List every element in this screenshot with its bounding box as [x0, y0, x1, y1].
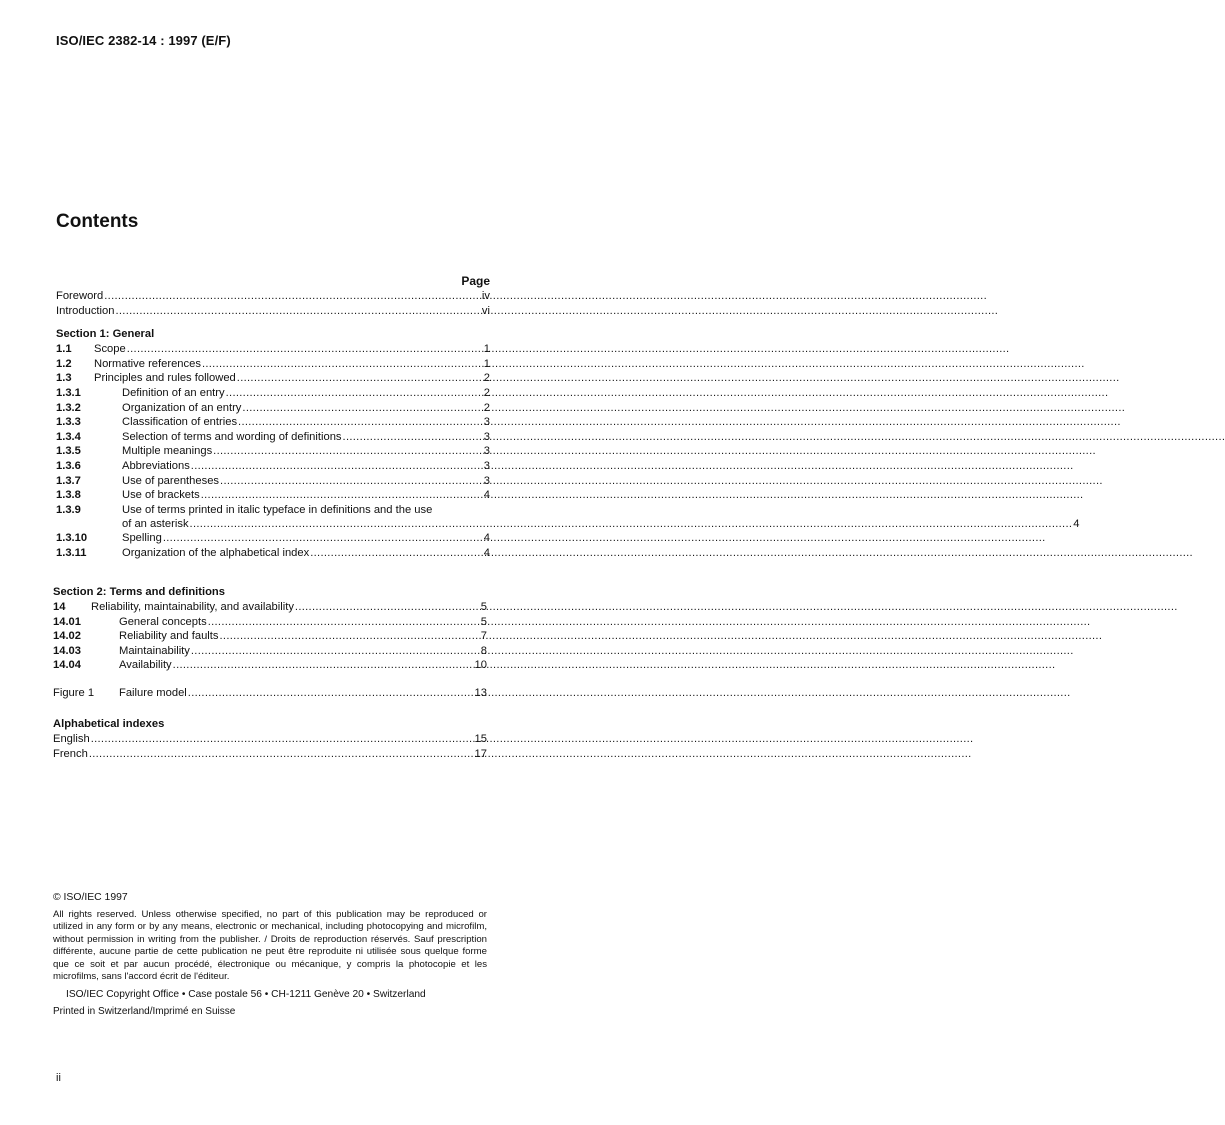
rights-notice: All rights reserved. Unless otherwise specified, no part of this publication may be reproduced or utilized in any form or by any means, electronic or mechanical, including photocopying and microfilm, without permission in writing from the publisher. / Droits de reproduction réservés. Sauf prescription différente, aucune partie de cette publication ne peut être reproduite ni utilisée sous quelque forme que ce soit et par aucun procédé, électronique ou mécanique, y compris la photocopie et les microfilms, sans l'accord écrit de l'éditeur.	[53, 909, 487, 983]
toc-entry-page: 3	[483, 474, 490, 487]
leader-dots	[89, 747, 474, 762]
toc-entry-number: 1.2	[56, 357, 72, 370]
toc-entry[interactable]	[56, 474, 490, 489]
toc-entry-page: 1	[483, 357, 490, 370]
toc-entry-page: 2	[483, 401, 490, 414]
toc-entry-title: Definition of an entry	[122, 386, 225, 399]
toc-entry-title: Failure model	[119, 687, 187, 699]
toc-entry-number: 14.02	[53, 630, 81, 643]
toc-entry-title: Use of parentheses	[122, 474, 220, 487]
toc-entry-title: Maintainability	[119, 644, 190, 657]
toc-entry[interactable]	[53, 658, 487, 673]
toc-entry-title: Abbreviations	[122, 459, 190, 472]
toc-entry-page: 10	[474, 659, 487, 672]
page-column-label: Page	[461, 274, 490, 288]
copyright-block	[53, 892, 487, 1017]
leader-dots	[242, 401, 482, 416]
toc-entry-number: 1.3.2	[56, 401, 81, 414]
toc-entry-page: 5	[480, 615, 487, 628]
toc-entry[interactable]	[56, 488, 490, 503]
toc-entry-title: Scope	[94, 343, 126, 356]
toc-entry-title-line1: Use of terms printed in italic typeface in definitions and the use	[122, 503, 433, 516]
copyright-line: © ISO/IEC 1997	[53, 892, 128, 903]
leader-dots	[104, 289, 481, 304]
toc-entry-page: 1	[483, 343, 490, 356]
page-number: ii	[56, 1072, 61, 1084]
toc-entry[interactable]	[53, 644, 487, 659]
toc-entry-title: Organization of an entry	[122, 401, 242, 414]
toc-entry-title: Use of brackets	[122, 489, 200, 502]
toc-entry-title: Foreword	[56, 290, 104, 302]
toc-entry[interactable]	[56, 459, 490, 474]
section2	[53, 585, 487, 673]
toc-entry-number: 14.01	[53, 615, 81, 628]
table-of-contents	[56, 274, 1080, 560]
toc-entry-number: 1.3	[56, 372, 72, 385]
toc-entry-title: Reliability, maintainability, and availability	[91, 601, 294, 613]
toc-entry-page: iv	[481, 290, 490, 302]
toc-entry[interactable]	[56, 546, 490, 561]
toc-entry-number: 1.3.3	[56, 416, 81, 429]
toc-entry-title-line2: of an asterisk	[122, 517, 189, 530]
toc-entry-title: Availability	[119, 659, 172, 672]
toc-entry-page: 3	[483, 416, 490, 429]
toc-entry[interactable]	[56, 357, 490, 372]
toc-entry[interactable]	[53, 615, 487, 630]
leader-dots	[191, 459, 483, 474]
toc-entry-page: 4	[1073, 517, 1080, 530]
toc-entry-page: 3	[483, 430, 490, 443]
toc-entry-page: 3	[483, 445, 490, 458]
leader-dots	[173, 658, 474, 673]
toc-entry-title: Classification of entries	[122, 416, 238, 429]
toc-entry-page: 3	[483, 459, 490, 472]
leader-dots	[91, 732, 474, 747]
toc-entry[interactable]	[56, 503, 1080, 531]
toc-entry-page: 7	[480, 630, 487, 643]
section-heading: Section 1: General	[56, 328, 155, 341]
printed-in: Printed in Switzerland/Imprimé en Suisse	[53, 1006, 236, 1018]
toc-entry-number: 1.3.8	[56, 489, 81, 502]
toc-entry-page: 4	[483, 489, 490, 502]
toc-entry-page: 2	[483, 372, 490, 385]
leader-dots	[127, 342, 483, 357]
section-heading: Section 2: Terms and definitions	[53, 586, 225, 598]
figure-list	[53, 686, 487, 701]
toc-entry-page: 2	[483, 386, 490, 399]
toc-entry-number: 1.3.4	[56, 430, 81, 443]
leader-dots	[343, 430, 483, 445]
leader-dots	[190, 517, 1073, 531]
leader-dots	[295, 600, 480, 615]
leader-dots	[115, 304, 480, 319]
toc-entry-figure[interactable]	[53, 686, 487, 701]
toc-entry-number: 1.3.5	[56, 445, 81, 458]
leader-dots	[238, 415, 483, 430]
leader-dots	[237, 371, 483, 386]
toc-entry-number: 1.3.6	[56, 459, 81, 472]
page-title: Contents	[56, 211, 139, 232]
toc-entry-page: 8	[480, 644, 487, 657]
toc-entry-title: French	[53, 747, 88, 760]
section2-entries	[53, 600, 487, 673]
leader-dots	[226, 386, 483, 401]
alphabetical-indexes	[53, 717, 487, 761]
leader-dots	[208, 615, 480, 630]
toc-entry-number: 14.03	[53, 644, 81, 657]
leader-dots	[188, 686, 474, 701]
leader-dots	[202, 357, 483, 372]
toc-entry-title: Multiple meanings	[122, 445, 213, 458]
leader-dots	[220, 474, 483, 489]
leader-dots	[220, 629, 480, 644]
toc-entry-title: English	[53, 733, 90, 745]
toc-entry[interactable]	[56, 531, 490, 546]
toc-entry-title: Introduction	[56, 304, 115, 317]
toc-entry-title: Spelling	[122, 532, 162, 545]
toc-entry-page: 13	[474, 687, 487, 699]
toc-entry-title: Principles and rules followed	[94, 372, 236, 385]
section1-entries-tail	[56, 531, 490, 560]
toc-entry-number: 14.04	[53, 659, 81, 672]
toc-entry-title: Normative references	[94, 357, 201, 370]
toc-entry-title: General concepts	[119, 615, 207, 628]
leader-dots	[310, 546, 483, 561]
toc-entry[interactable]	[56, 342, 490, 357]
toc-entry-number: 1.3.10	[56, 532, 88, 545]
toc-entry-foreword[interactable]	[56, 289, 490, 304]
leader-dots	[213, 444, 483, 459]
toc-entry-page: 4	[483, 532, 490, 545]
toc-entry-title: Selection of terms and wording of definitions	[122, 430, 342, 443]
copyright-office: ISO/IEC Copyright Office • Case postale 56 • CH-1211 Genève 20 • Switzerland	[66, 989, 426, 1001]
toc-entry-number: 1.3.1	[56, 386, 81, 399]
document-header: ISO/IEC 2382-14 : 1997 (E/F)	[56, 33, 231, 48]
toc-entry-title: Organization of the alphabetical index	[122, 546, 310, 559]
leader-dots	[191, 644, 480, 659]
toc-entry-number: 1.1	[56, 343, 72, 356]
toc-entry-number: 14	[53, 601, 66, 613]
toc-entry[interactable]	[56, 430, 490, 445]
section-heading: Alphabetical indexes	[53, 718, 165, 730]
toc-entry[interactable]	[53, 629, 487, 644]
toc-entry-page: 4	[483, 546, 490, 559]
toc-entry-title: Reliability and faults	[119, 630, 219, 643]
toc-entry[interactable]	[56, 386, 490, 401]
leader-dots	[201, 488, 483, 503]
toc-entry-number: 1.3.7	[56, 474, 81, 487]
toc-entry-page: 17	[474, 747, 487, 760]
figure-label: Figure 1	[53, 687, 95, 699]
leader-dots	[163, 531, 483, 546]
toc-entry-french[interactable]	[53, 747, 487, 762]
toc-entry-page: 15	[474, 733, 487, 745]
toc-entry-english[interactable]	[53, 732, 487, 747]
toc-entry-number: 1.3.9	[56, 503, 81, 516]
toc-entry-page: vi	[481, 304, 490, 317]
toc-entry-page: 5	[480, 601, 487, 613]
toc-entry[interactable]	[56, 415, 490, 430]
toc-entry[interactable]	[56, 444, 490, 459]
toc-entry-number: 1.3.11	[56, 546, 87, 559]
section1-entries	[56, 342, 490, 503]
toc-entry-introduction[interactable]	[56, 304, 490, 319]
toc-entry[interactable]	[56, 371, 490, 386]
toc-entry[interactable]	[56, 401, 490, 416]
toc-entry[interactable]	[53, 600, 487, 615]
